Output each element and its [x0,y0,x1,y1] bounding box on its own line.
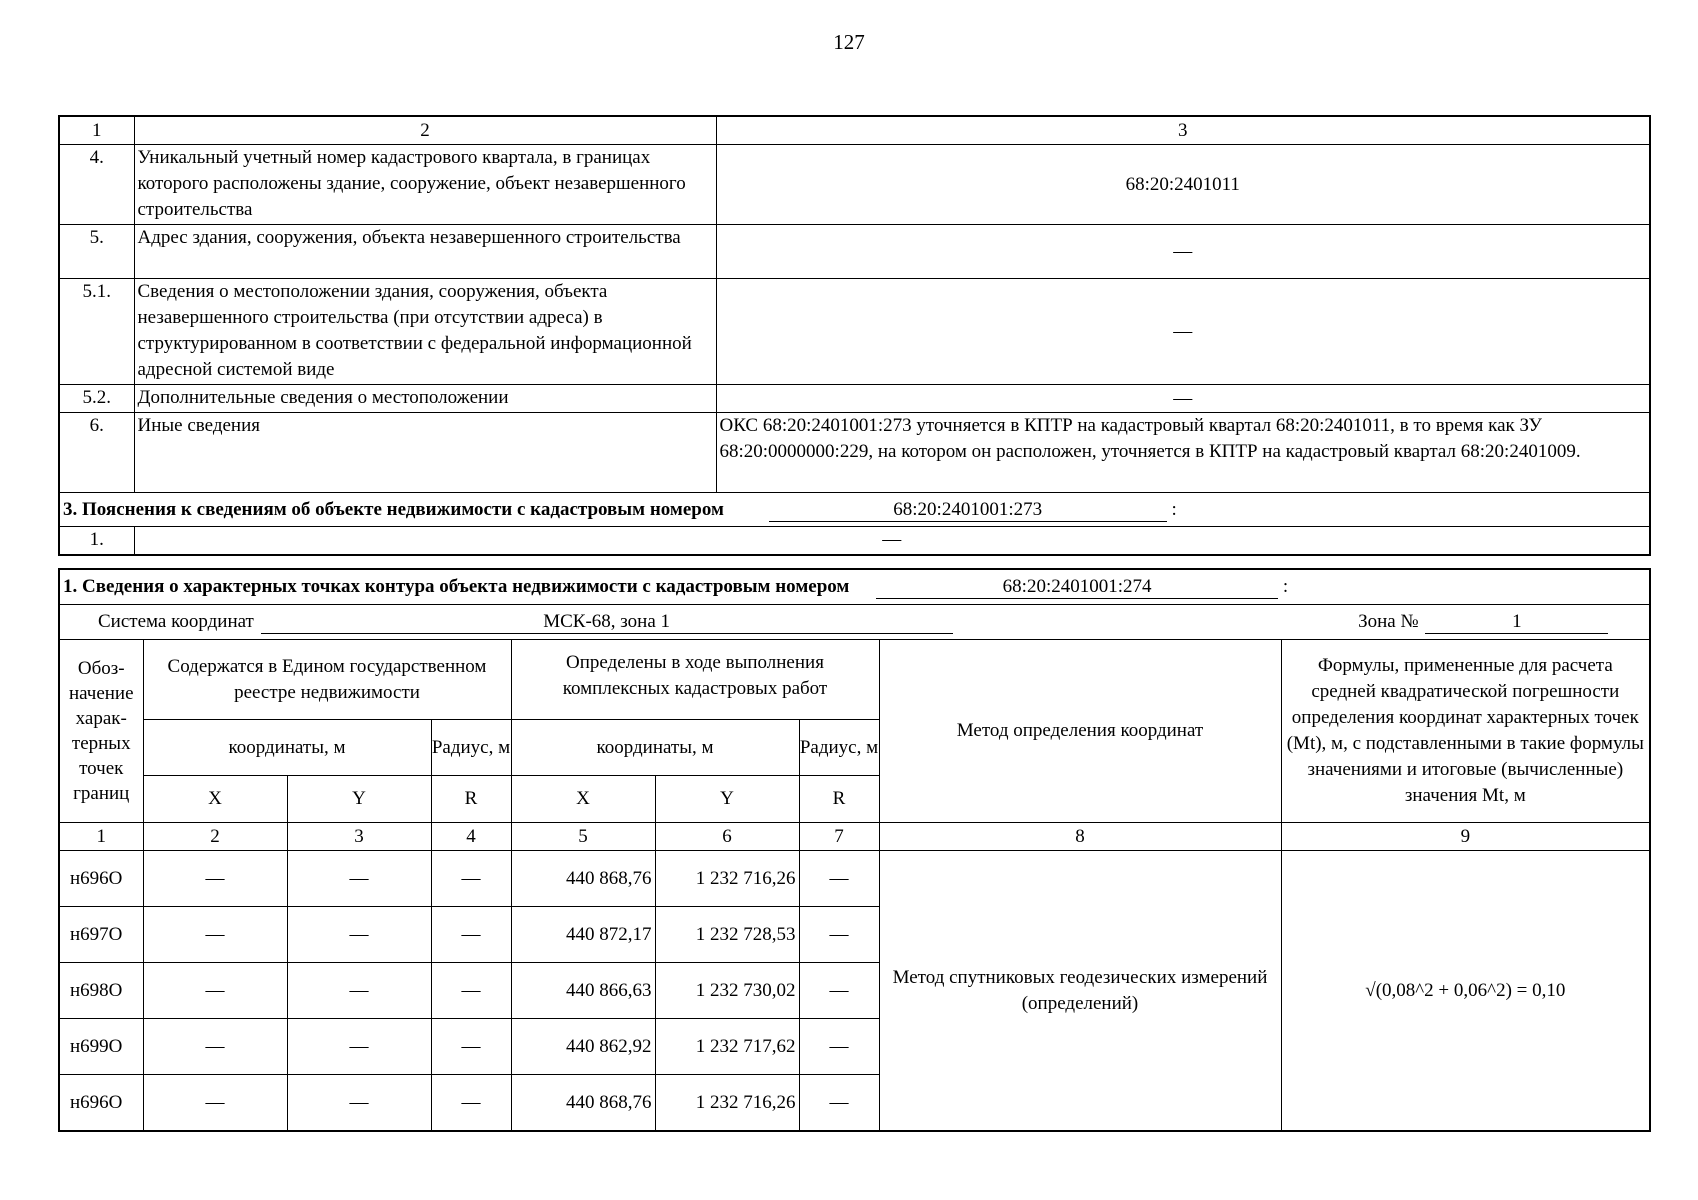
column-number: 7 [799,823,879,851]
table-row [59,527,1650,555]
table-title [59,569,1650,605]
column-number: 6 [655,823,799,851]
table-row [59,145,1650,225]
column-number: 9 [1281,823,1650,851]
header-row [59,116,1650,145]
method-value: Метод спутниковых геодезических измерений (определений) [879,851,1281,1132]
kkr-x: 440 872,17 [511,907,655,963]
header-y: Y [655,776,799,823]
section-3-title [59,493,1650,527]
header-x: X [143,776,287,823]
coordinate-system [59,605,1650,640]
system-value: МСК-68, зона 1 [261,611,953,634]
kkr-r: — [799,851,879,907]
column-number: 4 [431,823,511,851]
egrn-y: — [287,1075,431,1132]
header-coords: координаты, м [511,720,799,776]
row-number: 6. [59,413,134,493]
egrn-x: — [143,851,287,907]
row-number: 5.2. [59,385,134,413]
egrn-r: — [431,851,511,907]
egrn-y: — [287,963,431,1019]
kkr-x: 440 862,92 [511,1019,655,1075]
egrn-x: — [143,907,287,963]
kkr-x: 440 866,63 [511,963,655,1019]
object-info-table [58,115,1651,556]
column-number: 1 [59,823,143,851]
point-id: н696О [59,1075,143,1132]
colon: : [1282,576,1289,597]
cadastral-number: 68:20:2401001:273 [769,499,1167,522]
header-cell: 1 [59,116,134,145]
table-row [59,413,1650,493]
header-radius: Радиус, м [799,720,879,776]
table-row [59,279,1650,385]
row-value: ОКС 68:20:2401001:273 уточняется в КПТР на кадастровый квартал 68:20:2401011, в то время как ЗУ 68:20:0000000:229, на котором он расположен, уточняется в КПТР на кадастровый квартал 68:20:2401009. [716,413,1650,493]
egrn-r: — [431,1075,511,1132]
row-value: — [716,385,1650,413]
row-number: 1. [59,527,134,555]
row-value: — [716,225,1650,279]
egrn-y: — [287,851,431,907]
point-id: н697О [59,907,143,963]
row-label: Иные сведения [134,413,716,493]
section-title: 3. Пояснения к сведениям об объекте недвижимости с кадастровым номером [63,498,724,520]
kkr-y: 1 232 728,53 [655,907,799,963]
row-number: 5.1. [59,279,134,385]
column-number: 8 [879,823,1281,851]
header-formula: Формулы, примененные для расчета средней квадратической погрешности определения координат характерных точек (Mt), м, с подставленными в такие формулы значениями и итоговые (вычисленные) значения Mt, м [1281,640,1650,823]
header-coords: координаты, м [143,720,431,776]
table-row [59,851,1650,907]
kkr-r: — [799,1075,879,1132]
header-radius: Радиус, м [431,720,511,776]
header-x: X [511,776,655,823]
row-label: Дополнительные сведения о местоположении [134,385,716,413]
kkr-x: 440 868,76 [511,1075,655,1132]
header-point: Обоз- начение харак- терных точек границ [59,640,143,823]
cadastral-number: 68:20:2401001:274 [876,576,1278,599]
header-r: R [431,776,511,823]
row-label: Адрес здания, сооружения, объекта незавершенного строительства [134,225,716,279]
row-number: 5. [59,225,134,279]
row-value: 68:20:2401011 [716,145,1650,225]
egrn-y: — [287,1019,431,1075]
row-value: — [716,279,1650,385]
egrn-x: — [143,963,287,1019]
kkr-r: — [799,1019,879,1075]
section-title: 1. Сведения о характерных точках контура объекта недвижимости с кадастровым номером [63,576,850,597]
row-label: Уникальный учетный номер кадастрового квартала, в границах которого расположены здание, сооружение, объект незавершенного строительства [134,145,716,225]
header-r: R [799,776,879,823]
column-number-row [59,823,1650,851]
header-row [59,640,1650,720]
header-cell: 2 [134,116,716,145]
column-number: 2 [143,823,287,851]
characteristic-points-table [58,568,1651,1132]
egrn-x: — [143,1075,287,1132]
coordinate-system-row [59,605,1650,640]
system-label: Система координат [98,611,254,632]
row-number: 4. [59,145,134,225]
section-title-row [59,493,1650,527]
zone-value: 1 [1425,611,1608,634]
header-egrn: Содержатся в Едином государственном реестре недвижимости [143,640,511,720]
header-method: Метод определения координат [879,640,1281,823]
table-row [59,225,1650,279]
header-y: Y [287,776,431,823]
title-row [59,569,1650,605]
egrn-y: — [287,907,431,963]
header-kkr: Определены в ходе выполнения комплексных кадастровых работ [511,640,879,720]
kkr-y: 1 232 730,02 [655,963,799,1019]
kkr-y: 1 232 716,26 [655,1075,799,1132]
table-row [59,385,1650,413]
kkr-r: — [799,963,879,1019]
zone-label: Зона № [1358,611,1419,632]
row-label: Сведения о местоположении здания, сооружения, объекта незавершенного строительства (при отсутствии адреса) в структурированном в соответствии с федеральной информационной адресной системой виде [134,279,716,385]
point-id: н698О [59,963,143,1019]
egrn-r: — [431,963,511,1019]
colon: : [1171,498,1177,520]
page-number: 127 [833,30,865,54]
row-value: — [134,527,1650,555]
egrn-x: — [143,1019,287,1075]
column-number: 3 [287,823,431,851]
formula-value: √(0,08^2 + 0,06^2) = 0,10 [1281,851,1650,1132]
kkr-r: — [799,907,879,963]
point-id: н696О [59,851,143,907]
header-cell: 3 [716,116,1650,145]
egrn-r: — [431,1019,511,1075]
egrn-r: — [431,907,511,963]
kkr-y: 1 232 716,26 [655,851,799,907]
kkr-y: 1 232 717,62 [655,1019,799,1075]
column-number: 5 [511,823,655,851]
kkr-x: 440 868,76 [511,851,655,907]
point-id: н699О [59,1019,143,1075]
